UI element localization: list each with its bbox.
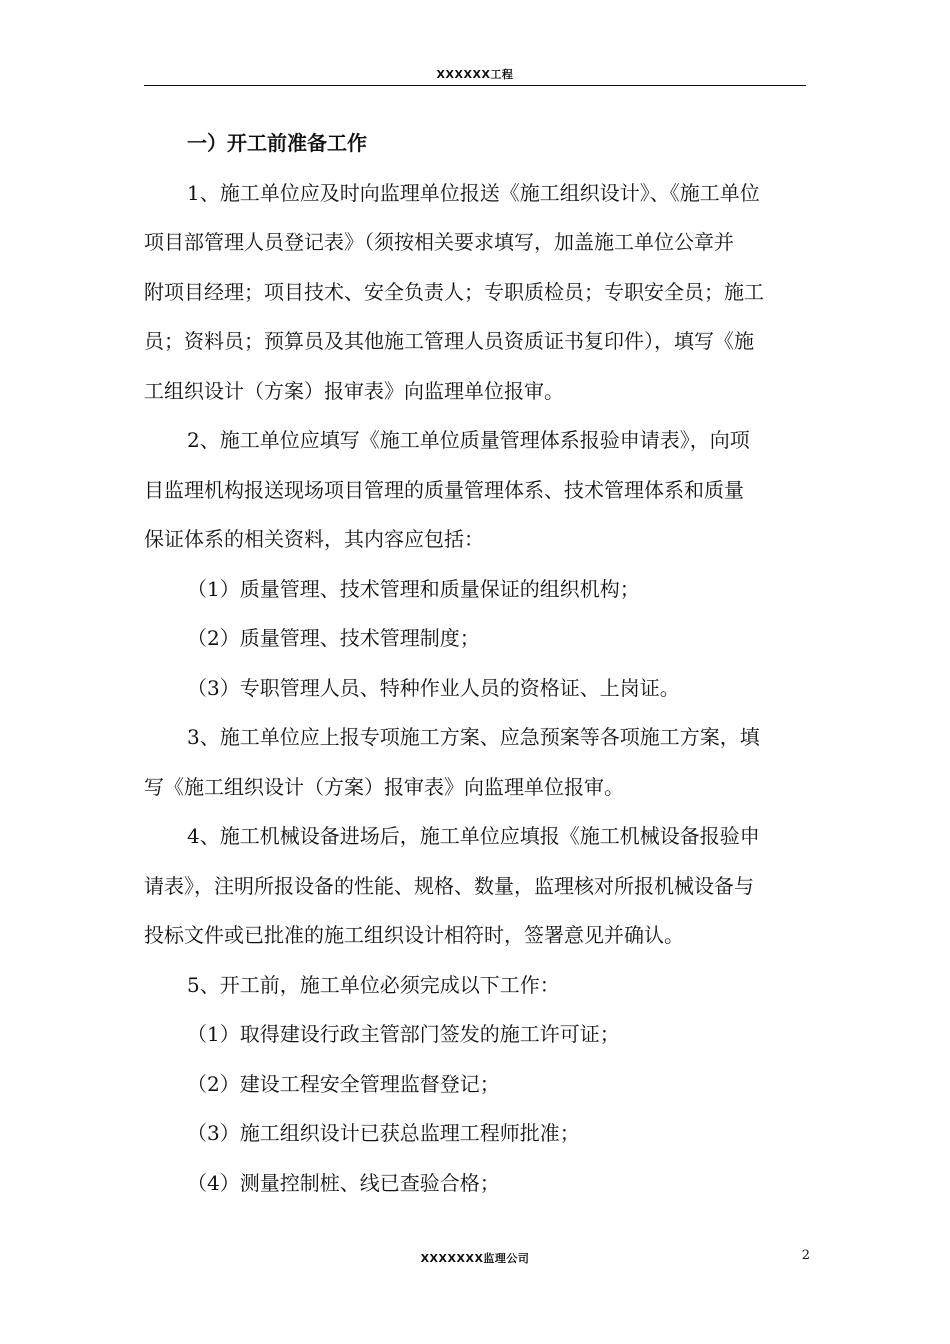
section-heading: 一）开工前准备工作 [187, 131, 367, 155]
paragraph-line: 员；资料员；预算员及其他施工管理人员资质证书复印件），填写《施 [144, 329, 754, 353]
list-item: （2）建设工程安全管理监督登记； [187, 1071, 500, 1096]
paragraph-line: 投标文件或已批准的施工组织设计相符时，签署意见并确认。 [144, 923, 684, 947]
list-item: （2）质量管理、技术管理制度； [187, 626, 480, 650]
list-item: （4）测量控制桩、线已查验合格； [187, 1170, 500, 1195]
page-footer-company: XXXXXXX监理公司 [420, 1252, 530, 1265]
paragraph-line: 写《施工组织设计（方案）报审表》向监理单位报审。 [144, 774, 624, 799]
paragraph-line: 附项目经理；项目技术、安全负责人；专职质检员；专职安全员；施工 [144, 279, 764, 304]
paragraph-line: 1、施工单位应及时向监理单位报送《施工组织设计》、《施工单位 [187, 180, 760, 205]
paragraph-line: 2、施工单位应填写《施工单位质量管理体系报验申请表》，向项 [187, 428, 750, 452]
document-body [144, 119, 814, 1208]
list-item: （1）取得建设行政主管部门签发的施工许可证； [187, 1022, 620, 1046]
paragraph-line: 目监理机构报送现场项目管理的质量管理体系、技术管理体系和质量 [144, 477, 744, 502]
paragraph-line: 工组织设计（方案）报审表》向监理单位报审。 [144, 378, 564, 403]
paragraph-line: 请表》，注明所报设备的性能、规格、数量，监理核对所报机械设备与 [144, 873, 754, 898]
list-item: （3）施工组织设计已获总监理工程师批准； [187, 1121, 580, 1145]
paragraph-line: 3、施工单位应上报专项施工方案、应急预案等各项施工方案，填 [187, 725, 760, 749]
paragraph-line: 保证体系的相关资料，其内容应包括： [144, 527, 484, 551]
paragraph-line: 5、开工前，施工单位必须完成以下工作： [187, 972, 560, 997]
paragraph-line: 项目部管理人员登记表》（须按相关要求填写，加盖施工单位公章并 [144, 230, 734, 254]
list-item: （3）专职管理人员、特种作业人员的资格证、上岗证。 [187, 675, 680, 700]
header-divider [144, 85, 806, 86]
paragraph-line: 4、施工机械设备进场后，施工单位应填报《施工机械设备报验申 [187, 824, 760, 848]
page-number: 2 [801, 1248, 810, 1263]
page-header-title: XXXXXX工程 [436, 68, 514, 81]
list-item: （1）质量管理、技术管理和质量保证的组织机构； [187, 576, 640, 601]
